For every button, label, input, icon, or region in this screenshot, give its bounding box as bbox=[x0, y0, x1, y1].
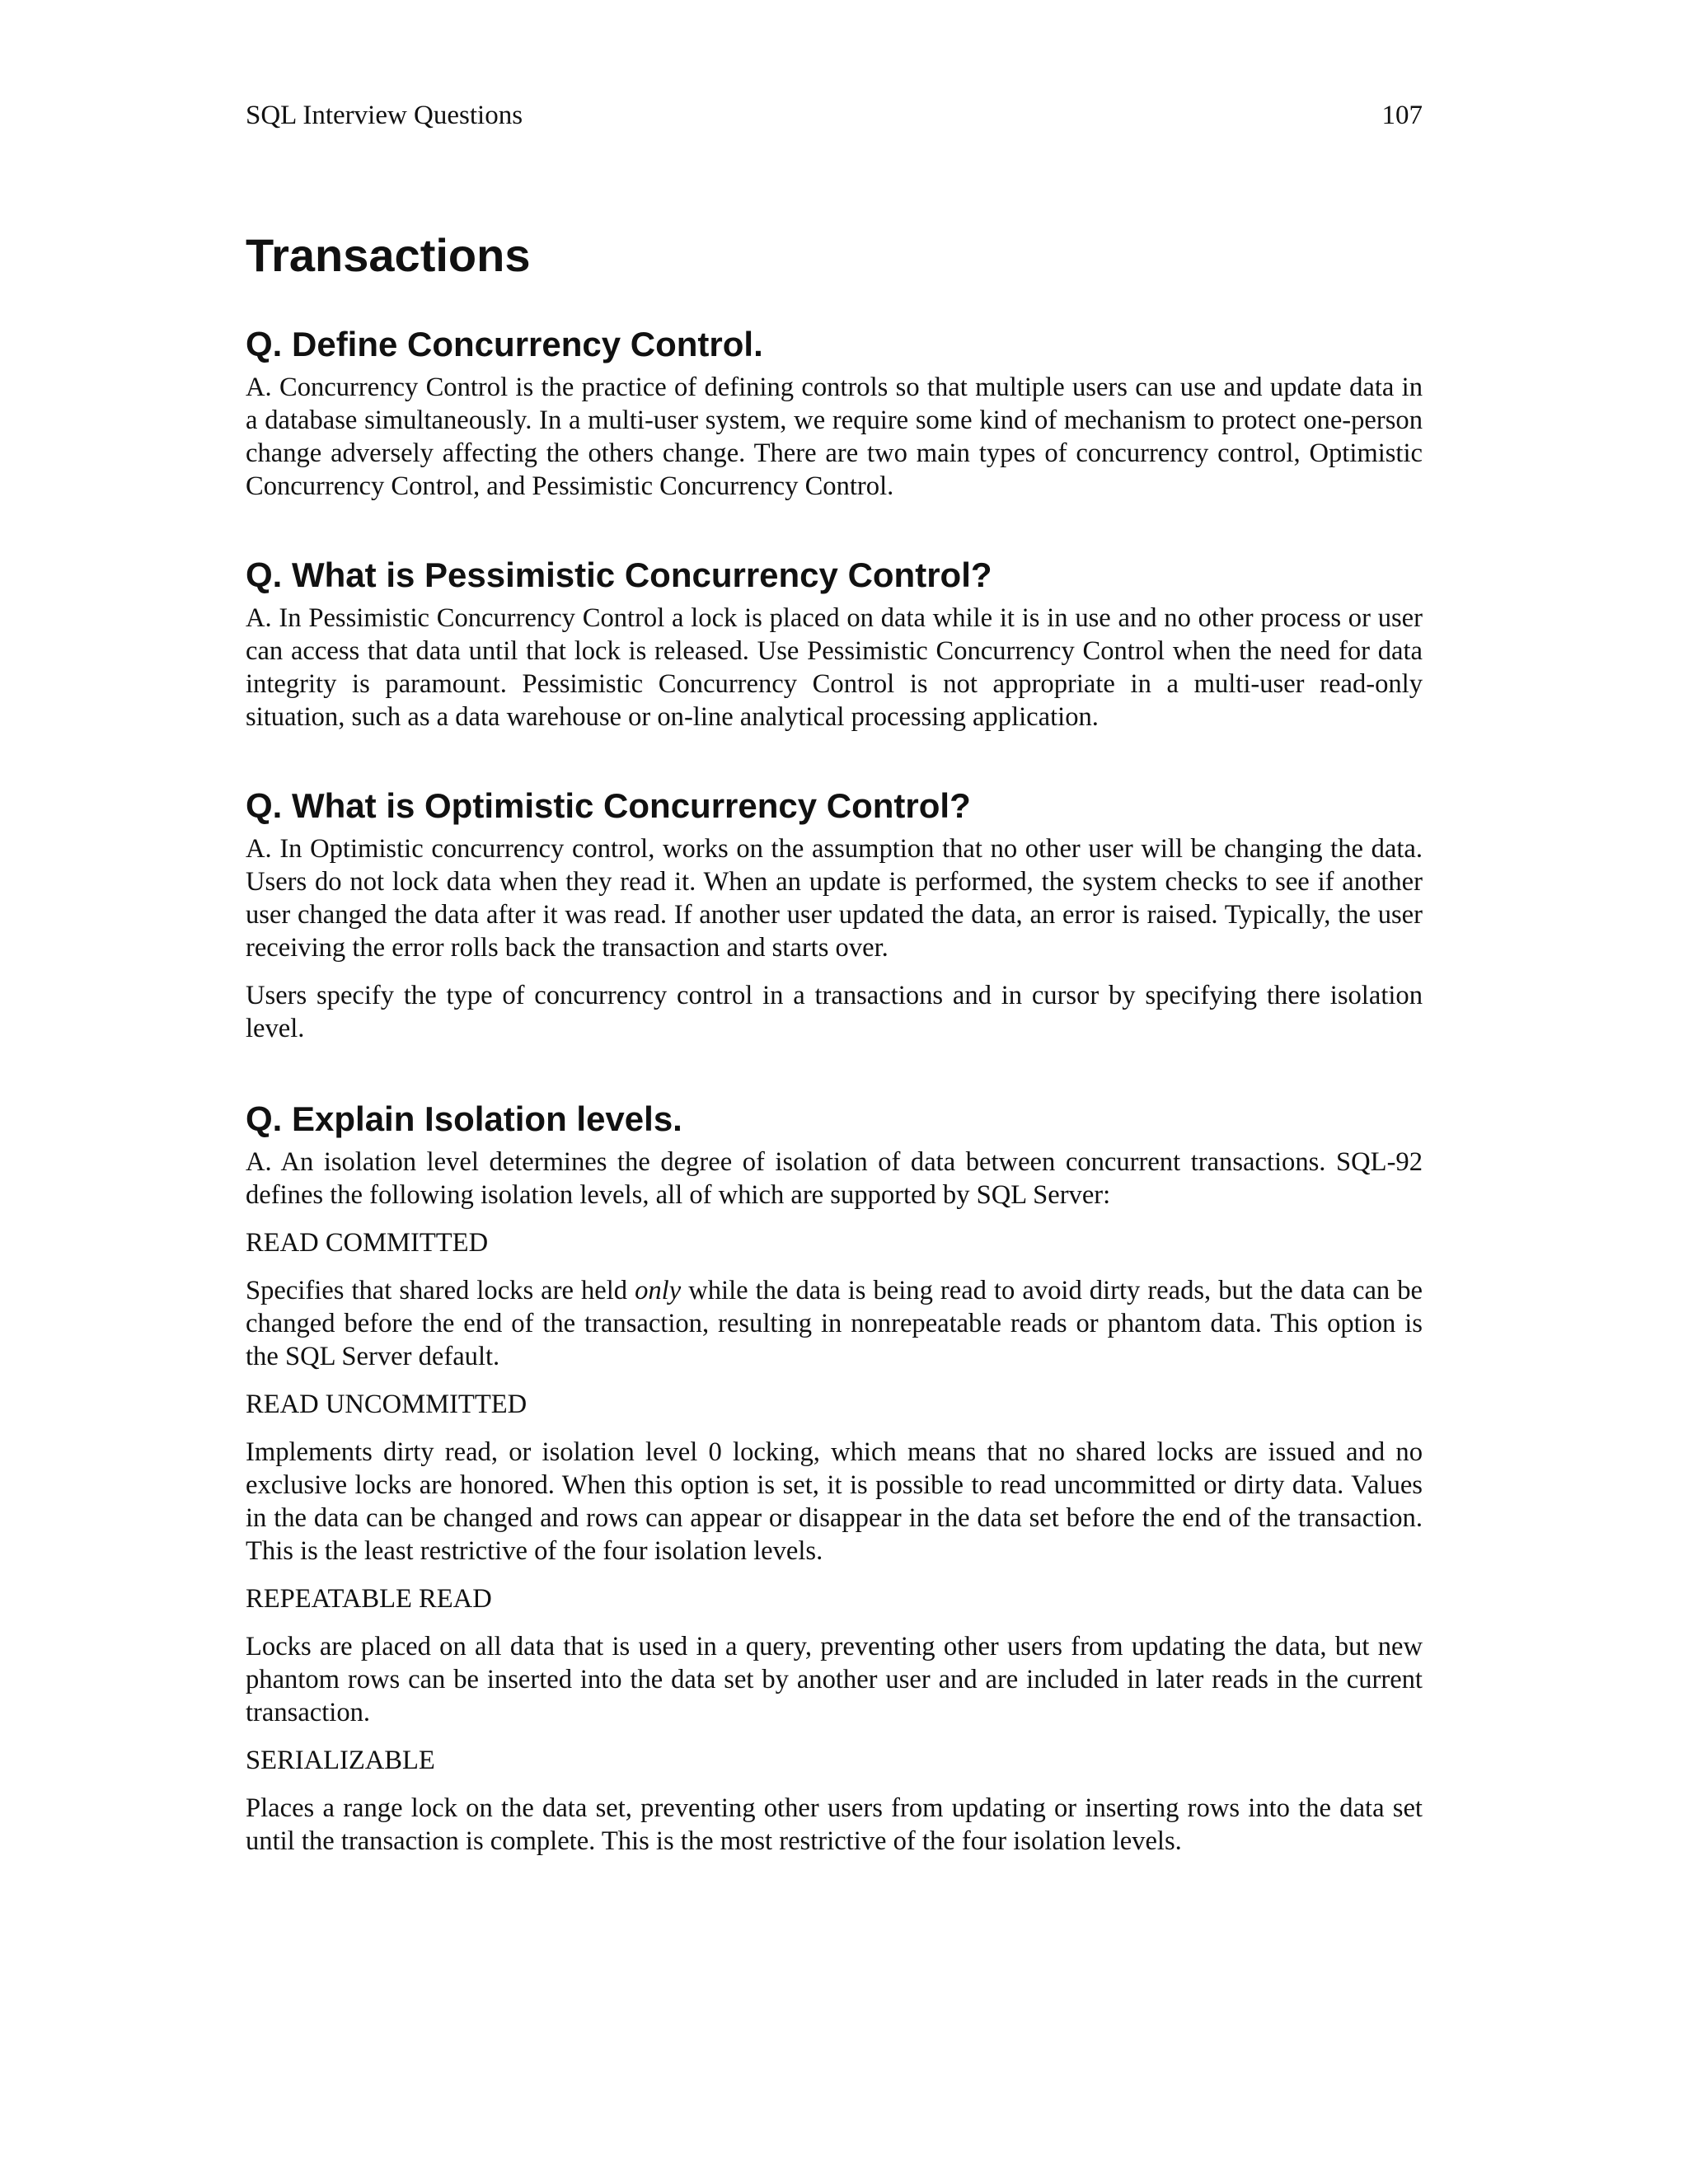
question-heading: Q. What is Optimistic Concurrency Control? bbox=[246, 786, 971, 825]
answer-paragraph: A. In Pessimistic Concurrency Control a lock is placed on data while it is in use and no other process or user can access that data until that lock is released. Use Pessimistic Concurrency Control when the need for data integrity is paramount. Pessimistic Concurrency Control is not appropriate in a multi-user read-only situation, such as a data warehouse or on-line analytical processing application. bbox=[246, 603, 1423, 732]
answer-paragraph: A. In Optimistic concurrency control, works on the assumption that no other user will be changing the data. Users do not lock data when they read it. When an update is performed, the system checks to see if another user changed the data after it was read. If another user updated the data, an error is raised. Typically, the user receiving the error rolls back the transaction and starts over. bbox=[246, 834, 1423, 963]
emphasis-text: only bbox=[635, 1276, 682, 1305]
section-isolation-levels bbox=[246, 1096, 1423, 1872]
page-number: 107 bbox=[1381, 101, 1423, 130]
isolation-level-name: REPEATABLE READ bbox=[246, 1584, 492, 1614]
isolation-level-name: READ UNCOMMITTED bbox=[246, 1390, 528, 1419]
answer-paragraph: A. An isolation level determines the degree of isolation of data between concurrent transactions. SQL-92 defines the following isolation levels, all of which are supported by SQL Server: bbox=[246, 1147, 1423, 1210]
answer-paragraph: A. Concurrency Control is the practice of defining controls so that multiple users can use and update data in a database simultaneously. In a multi-user system, we require some kind of mechanism to protect one-person change adversely affecting the others change. There are two main types of concurrency control, Optimistic Concurrency Control, and Pessimistic Concurrency Control. bbox=[246, 373, 1423, 501]
question-heading: Q. What is Pessimistic Concurrency Control? bbox=[246, 555, 992, 594]
section-define-concurrency bbox=[246, 321, 1423, 518]
header-title: SQL Interview Questions bbox=[246, 101, 523, 130]
question-heading: Q. Define Concurrency Control. bbox=[246, 325, 763, 363]
isolation-level-description: Implements dirty read, or isolation level 0 locking, which means that no shared locks are issued and no exclusive locks are honored. When this option is set, it is possible to read uncommitted or dirty data. Values in the data can be changed and rows can appear or disappear in the data set before the end of the transaction. This is the least restrictive of the four isolation levels. bbox=[246, 1437, 1423, 1566]
isolation-level-name: READ COMMITTED bbox=[246, 1228, 489, 1258]
question-heading: Q. Explain Isolation levels. bbox=[246, 1099, 682, 1138]
section-optimistic bbox=[246, 783, 1423, 1060]
section-pessimistic bbox=[246, 552, 1423, 748]
running-header bbox=[246, 97, 1423, 134]
isolation-level-description: Locks are placed on all data that is used in a query, preventing other users from updating the data, but new phantom rows can be inserted into the data set by another user and are included in later reads in the current transaction. bbox=[246, 1632, 1423, 1727]
note-paragraph: Users specify the type of concurrency control in a transactions and in cursor by specifying there isolation level. bbox=[246, 981, 1423, 1043]
isolation-level-description: Specifies that shared locks are held only while the data is being read to avoid dirty reads, but the data can be changed before the end of the transaction, resulting in nonrepeatable reads or phantom data. This option is the SQL Server default. bbox=[246, 1276, 1423, 1371]
isolation-level-description: Places a range lock on the data set, preventing other users from updating or inserting rows into the data set until the transaction is complete. This is the most restrictive of the four isolation levels. bbox=[246, 1793, 1423, 1856]
isolation-level-name: SERIALIZABLE bbox=[246, 1746, 435, 1775]
chapter-title: Transactions bbox=[246, 229, 531, 281]
